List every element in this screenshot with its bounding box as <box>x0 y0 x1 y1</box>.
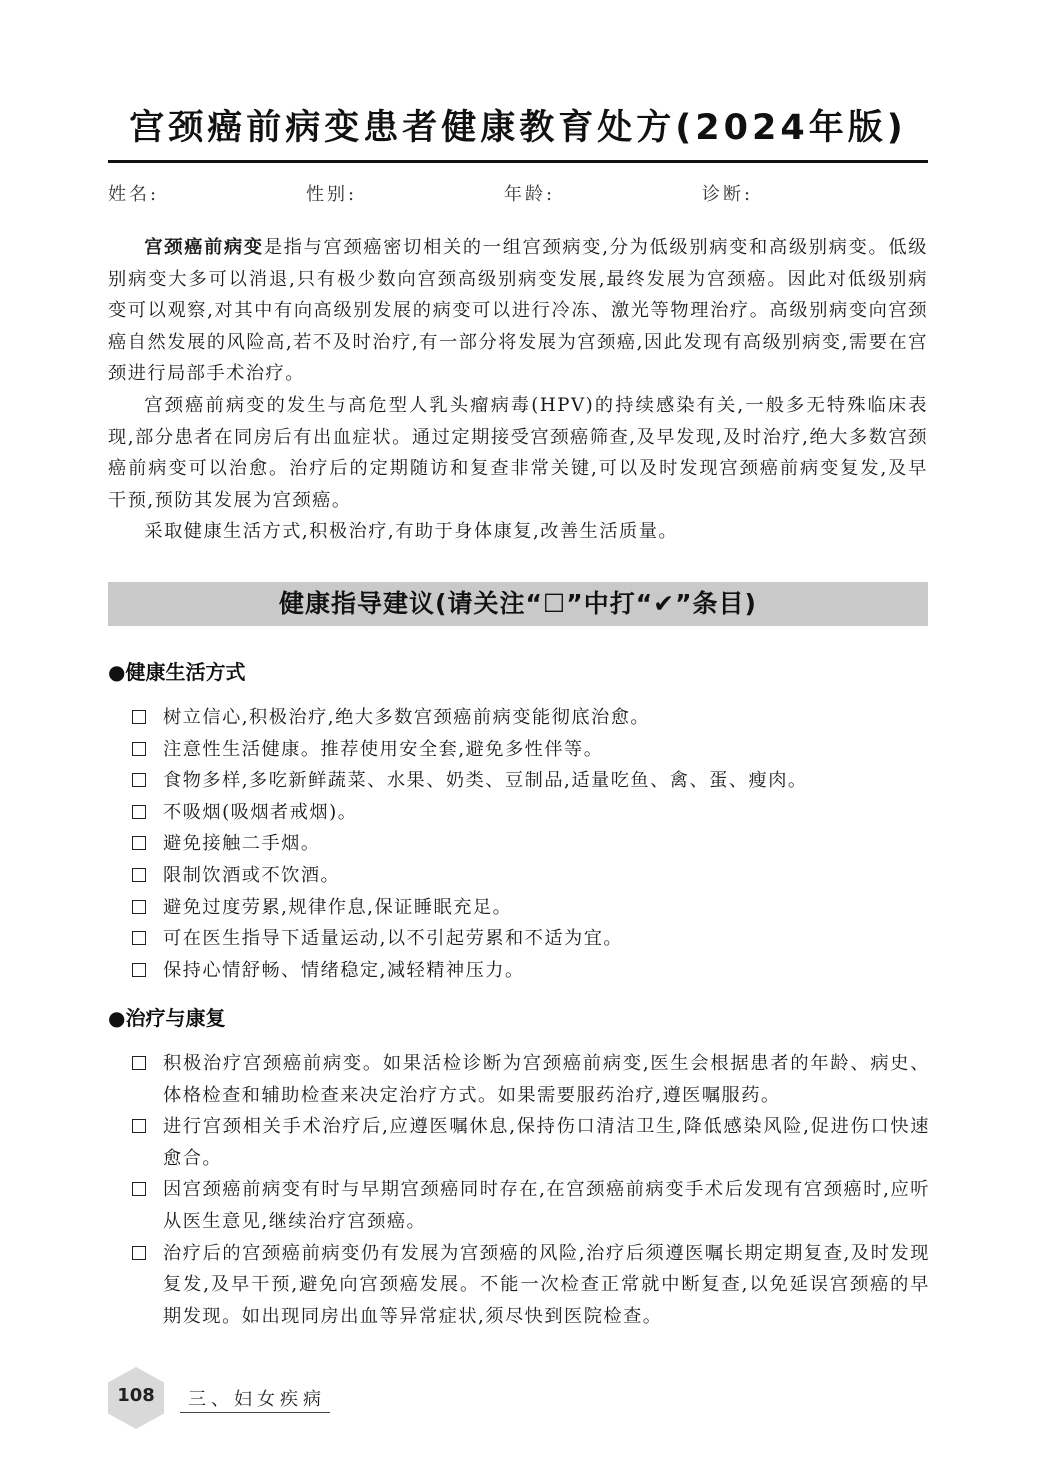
title-rule <box>108 160 928 163</box>
intro-text <box>108 232 928 548</box>
checklist-item <box>130 765 930 797</box>
lifestyle-checklist <box>130 702 930 986</box>
checkbox[interactable] <box>132 1056 146 1070</box>
checklist-item <box>130 860 930 892</box>
checkbox[interactable] <box>132 1182 146 1196</box>
checklist-item-text: 注意性生活健康。推荐使用安全套,避免多性伴等。 <box>163 738 604 760</box>
gender-field-label: 性别: <box>306 184 358 205</box>
checklist-item <box>130 828 930 860</box>
checklist-item <box>130 955 930 987</box>
treatment-checklist <box>130 1048 930 1332</box>
checkbox[interactable] <box>132 742 146 756</box>
intro-paragraph-3: 采取健康生活方式,积极治疗,有助于身体康复,改善生活质量。 <box>144 521 679 543</box>
checkbox[interactable] <box>132 710 146 724</box>
checklist-item-text: 限制饮酒或不饮酒。 <box>163 864 341 886</box>
treatment-heading: ●治疗与康复 <box>108 1006 226 1030</box>
name-field-label: 姓名: <box>108 184 160 205</box>
chapter-rule <box>180 1412 330 1413</box>
diagnosis-field-label: 诊断: <box>702 184 754 205</box>
checklist-item-text: 避免接触二手烟。 <box>163 833 321 855</box>
intro-paragraph-1-text: 是指与宫颈癌密切相关的一组宫颈病变,分为低级别病变和高级别病变。低级别病变大多可以消退,只有极少数向宫颈高级别病变发展,最终发展为宫颈癌。因此对低级别病变可以观察,对其中有向高级别发展的病变可以进行冷冻、激光等物理治疗。高级别病变向宫颈癌自然发展的风险高,若不及时治疗,有一部分将发展为宫颈癌,因此发现有高级别病变,需要在宫颈进行局部手术治疗。 <box>108 237 928 385</box>
checklist-item-text: 树立信心,积极治疗,绝大多数宫颈癌前病变能彻底治愈。 <box>163 707 651 728</box>
checkbox[interactable] <box>132 963 146 977</box>
checklist-item-text: 避免过度劳累,规律作息,保证睡眠充足。 <box>163 896 513 918</box>
page-number: 108 <box>117 1385 155 1406</box>
checklist-item <box>130 1048 930 1111</box>
checklist-item <box>130 1238 930 1333</box>
lifestyle-heading: ●健康生活方式 <box>108 660 246 684</box>
checkbox[interactable] <box>132 931 146 945</box>
checkbox[interactable] <box>132 1119 146 1133</box>
checklist-item <box>130 702 930 734</box>
intro-paragraph-1 <box>108 232 928 390</box>
checklist-item-text: 因宫颈癌前病变有时与早期宫颈癌同时存在,在宫颈癌前病变手术后发现有宫颈癌时,应听从医生意见,继续治疗宫颈癌。 <box>163 1179 930 1232</box>
checklist-item-text: 不吸烟(吸烟者戒烟)。 <box>163 801 358 823</box>
intro-paragraph-2: 宫颈癌前病变的发生与高危型人乳头瘤病毒(HPV)的持续感染有关,一般多无特殊临床表现,部分患者在同房后有出血症状。通过定期接受宫颈癌筛查,及早发现,及时治疗,绝大多数宫颈癌前病变可以治愈。治疗后的定期随访和复查非常关键,可以及时发现宫颈癌前病变复发,及早干预,预防其发展为宫颈癌。 <box>108 394 928 511</box>
patient-info-fields <box>108 180 928 210</box>
checklist-item <box>130 734 930 766</box>
checkbox[interactable] <box>132 836 146 850</box>
checklist-item <box>130 797 930 829</box>
checkbox[interactable] <box>132 1246 146 1260</box>
checkbox[interactable] <box>132 900 146 914</box>
chapter-label: 三、妇女疾病 <box>188 1389 326 1410</box>
age-field-label: 年龄: <box>504 184 556 205</box>
checklist-item-text: 食物多样,多吃新鲜蔬菜、水果、奶类、豆制品,适量吃鱼、禽、蛋、瘦肉。 <box>163 770 808 792</box>
checklist-item-text: 积极治疗宫颈癌前病变。如果活检诊断为宫颈癌前病变,医生会根据患者的年龄、病史、体格检查和辅助检查来决定治疗方式。如果需要服药治疗,遵医嘱服药。 <box>163 1053 930 1106</box>
checkbox[interactable] <box>132 773 146 787</box>
page-title: 宫颈癌前病变患者健康教育处方(2024年版) <box>129 108 907 148</box>
checklist-item-text: 进行宫颈相关手术治疗后,应遵医嘱休息,保持伤口清洁卫生,降低感染风险,促进伤口快速愈合。 <box>163 1116 930 1169</box>
checklist-item <box>130 1174 930 1237</box>
checkbox[interactable] <box>132 868 146 882</box>
guidance-banner: 健康指导建议(请关注“☐”中打“✔”条目) <box>108 582 928 626</box>
checklist-item <box>130 923 930 955</box>
checkbox[interactable] <box>132 805 146 819</box>
checklist-item-text: 治疗后的宫颈癌前病变仍有发展为宫颈癌的风险,治疗后须遵医嘱长期定期复查,及时发现复发,及早干预,避免向宫颈癌发展。不能一次检查正常就中断复查,以免延误宫颈癌的早期发现。如出现同房出血等异常症状,须尽快到医院检查。 <box>163 1242 930 1327</box>
intro-term: 宫颈癌前病变 <box>144 237 264 258</box>
checklist-item-text: 保持心情舒畅、情绪稳定,减轻精神压力。 <box>163 959 525 981</box>
checklist-item <box>130 892 930 924</box>
checklist-item-text: 可在医生指导下适量运动,以不引起劳累和不适为宜。 <box>163 928 624 950</box>
checklist-item <box>130 1111 930 1174</box>
